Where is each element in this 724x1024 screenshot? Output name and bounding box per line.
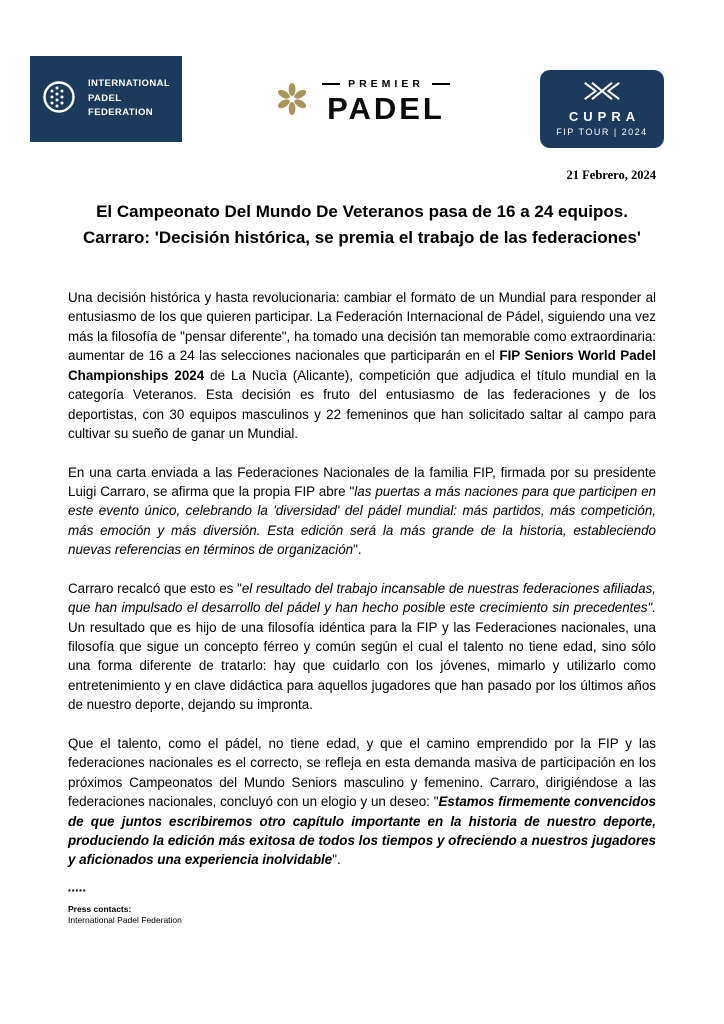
ipf-logo-line2: PADEL	[88, 92, 122, 104]
text-segment: Que el talento, como el pádel, no tiene edad, y que el camino emprendido por la FIP y las federaciones nacionales es el correcto, se refleja en esta demanda masiva de participación en los próximos Campeonatos del Mundo Seniors masculino y femenino. Carraro, dirigiéndose a las federaciones nacionales, concluyó con un elogio y un deseo: "	[68, 735, 656, 810]
ipf-logo-line3: FEDERATION	[88, 107, 154, 119]
ipf-logo-line1: INTERNATIONAL	[88, 77, 171, 89]
cupra-brand-text: CUPRA	[568, 109, 641, 124]
paragraph	[68, 734, 656, 870]
paragraph	[68, 288, 656, 444]
headline-line1: El Campeonato Del Mundo De Veteranos pasa de 16 a 24 equipos.	[96, 202, 628, 221]
headline-line2: Carraro: 'Decisión histórica, se premia el trabajo de las federaciones'	[83, 227, 641, 247]
paragraph	[68, 579, 656, 715]
left-rule	[322, 83, 340, 85]
release-date: 21 Febrero, 2024	[566, 168, 656, 182]
premier-word: PREMIER	[348, 78, 424, 90]
text-segment: ".	[353, 542, 362, 558]
footer-stars: *****	[68, 888, 87, 896]
text-segment: el resultado del trabajo incansable de nuestras federaciones afiliadas, que han impulsado el desarrollo del pádel y han hecho posible este crecimiento sin precedentes".	[68, 580, 656, 616]
text-segment: las puertas a más naciones para que participen en este evento único, celebrando la 'diversidad' del pádel mundial: más partidos, más competición, más emoción y más diversión. Esta edición será la más grande de la historia, estableciendo nuevas referencias en términos de organización	[68, 483, 656, 558]
ipf-logo-text	[88, 77, 170, 121]
right-rule	[432, 83, 450, 85]
text-segment: Carraro recalcó que esto es "	[68, 580, 242, 596]
text-segment: de La Nucìa (Alicante), competición que adjudica el título mundial en la categoría Veteranos. Esta decisión es fruto del entusiasmo de las federaciones y de los deportistas, con 30 equipos masculinos y 22 femeninos que han solicitado saltar al campo para cultivar su sueño de ganar un Mundial.	[68, 367, 656, 442]
article-body	[0, 288, 724, 870]
cupra-emblem-icon	[579, 81, 625, 106]
text-segment: FIP Seniors World Padel Championships 2024	[68, 348, 656, 383]
text-segment: ".	[332, 852, 341, 868]
text-segment: Un resultado que es hijo de una filosofía idéntica para la FIP y las Federaciones nacionales, una filosofía que sigue un concepto férreo y común según el cual el talento no tiene edad, sino sólo una forma diferente de tratarlo: hay que cuidarlo con los jóvenes, mimarlo y utilizarlo como entretenimiento y en clave didáctica para aquellos jugadores que han pasado por los últimos años de nuestro deporte, dejando su impronta.	[68, 619, 656, 713]
premier-wordmark	[322, 78, 450, 124]
footer	[0, 889, 724, 927]
ipf-logo	[30, 56, 182, 142]
cupra-fip-tour-logo	[540, 70, 664, 148]
paragraph	[68, 463, 656, 560]
press-contacts-label: Press contacts:	[68, 903, 132, 914]
padel-word: PADEL	[327, 91, 445, 126]
premier-top-row	[322, 78, 450, 90]
premier-flower-icon	[274, 81, 310, 122]
premier-padel-logo	[274, 78, 450, 124]
text-segment: Estamos firmemente convencidos de que juntos escribiremos otro capítulo importante en la historia de nuestro deporte, produciendo la edición más exitosa de todos los tiempos y ofreciendo a nuestros jugadores y aficionados una experiencia inolvidable	[68, 794, 656, 868]
logo-header	[0, 0, 724, 150]
press-contacts-value: International Padel Federation	[68, 915, 182, 926]
text-segment: Una decisión histórica y hasta revolucionaria: cambiar el formato de un Mundial para responder al entusiasmo de los que quieren participar. La Federación Internacional de Pádel, siguiendo una vez más la filosofía de "pensar diferente", ha tomado una decisión tan memorable como extraordinaria: aumentar de 16 a 24 las selecciones nacionales que participarán en el	[68, 290, 656, 364]
ipf-emblem-icon	[39, 77, 79, 122]
headline	[0, 199, 724, 250]
fip-tour-text: FIP TOUR | 2024	[556, 127, 648, 137]
text-segment: En una carta enviada a las Federaciones Nacionales de la familia FIP, firmada por su presidente Luigi Carraro, se afirma que la propia FIP abre "	[68, 464, 656, 499]
